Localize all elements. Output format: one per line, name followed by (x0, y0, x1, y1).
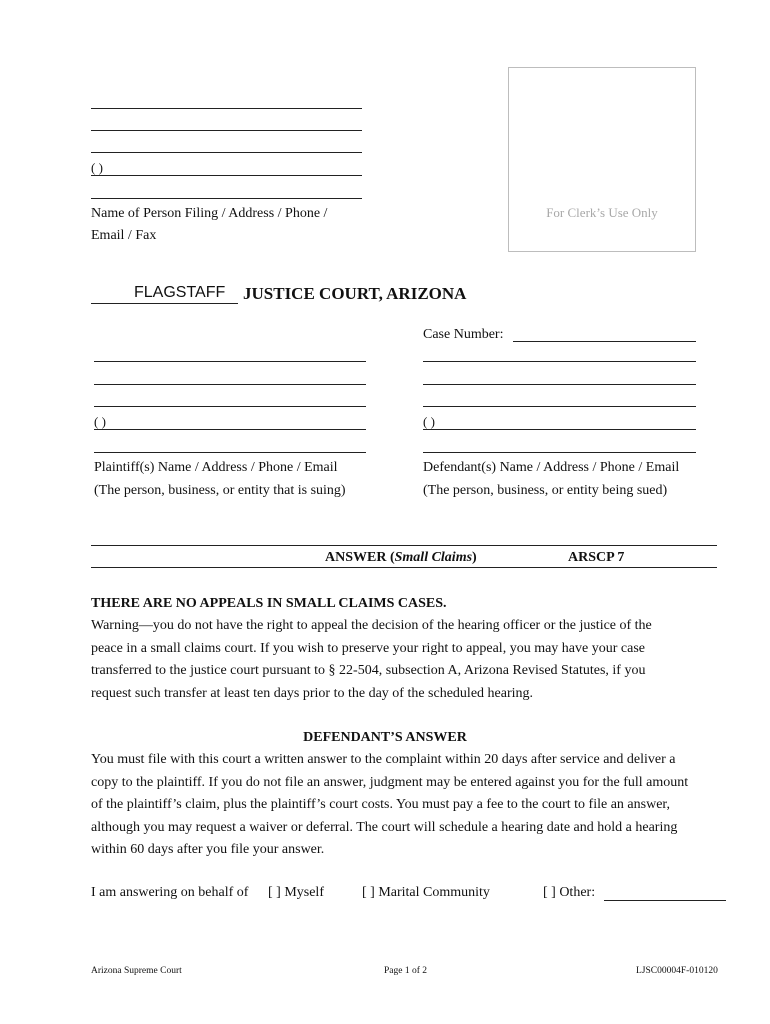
plaintiff-address-line-2[interactable] (94, 406, 366, 407)
appeals-text (91, 615, 652, 705)
form-title-answer: ANSWER ( (325, 550, 395, 565)
plaintiff-email-line[interactable] (94, 452, 366, 453)
form-title-small-claims: Small Claims (394, 550, 473, 565)
plaintiff-caption-line1: Plaintiff(s) Name / Address / Phone / Email (94, 460, 338, 475)
plaintiff-address-line-1[interactable] (94, 384, 366, 385)
defendant-answer-heading: DEFENDANT’S ANSWER (303, 730, 467, 745)
behalf-other-checkbox[interactable]: [ ] Other: (543, 885, 596, 900)
defendant-email-line[interactable] (423, 452, 696, 453)
appeals-line: Warning—you do not have the right to appeal the decision of the hearing officer or the justice of the (91, 618, 652, 633)
form-title-bottom-rule (91, 567, 717, 568)
form-title (325, 550, 477, 566)
filer-phone-line[interactable] (91, 175, 362, 176)
defendant-caption-line1: Defendant(s) Name / Address / Phone / Email (423, 460, 680, 475)
footer-left: Arizona Supreme Court (91, 966, 182, 976)
form-title-close: ) (472, 550, 477, 565)
behalf-marital-checkbox[interactable]: [ ] Marital Community (362, 885, 490, 900)
behalf-other-field[interactable] (604, 900, 726, 901)
defendant-caption-line2: (The person, business, or entity being sued) (423, 483, 668, 498)
filer-caption-line2: Email / Fax (91, 228, 157, 243)
appeals-line: transferred to the justice court pursuant to § 22-504, subsection A, Arizona Revised Statutes, if you (91, 663, 646, 679)
plaintiff-phone-line[interactable] (94, 429, 366, 430)
defendant-name-line[interactable] (423, 361, 696, 362)
defendant-phone-parens: ( ) (423, 414, 435, 429)
form-title-top-rule (91, 545, 717, 546)
case-number-field[interactable] (513, 341, 696, 342)
answer-line: although you may request a waiver or deferral. The court will schedule a hearing date and hold a hearing (91, 819, 678, 835)
plaintiff-phone-parens: ( ) (94, 414, 106, 429)
filer-address-line-1[interactable] (91, 130, 362, 131)
defendant-address-line-1[interactable] (423, 384, 696, 385)
footer-page-number: Page 1 of 2 (384, 966, 428, 976)
filer-email-line[interactable] (91, 198, 362, 199)
defendant-address-line-2[interactable] (423, 406, 696, 407)
filer-address-line-2[interactable] (91, 152, 362, 153)
appeals-line: request such transfer at least ten days prior to the day of the scheduled hearing. (91, 685, 534, 701)
footer-form-code: LJSC00004F-010120 (636, 966, 718, 976)
filer-caption-line1: Name of Person Filing / Address / Phone / (91, 206, 328, 221)
clerk-use-box (508, 67, 696, 252)
clerk-use-label: For Clerk’s Use Only (546, 205, 658, 220)
case-number-label: Case Number: (423, 327, 504, 342)
appeals-line: peace in a small claims court. If you wish to preserve your right to appeal, you may have your case (91, 640, 645, 656)
appeals-heading: THERE ARE NO APPEALS IN SMALL CLAIMS CASES. (91, 596, 447, 611)
defendant-answer-text (91, 749, 688, 862)
behalf-label: I am answering on behalf of (91, 885, 249, 900)
behalf-myself-checkbox[interactable]: [ ] Myself (268, 885, 324, 900)
defendant-phone-line[interactable] (423, 429, 696, 430)
form-rule-ref: ARSCP 7 (568, 550, 625, 565)
answer-line: You must file with this court a written answer to the complaint within 20 days after service and deliver a (91, 752, 676, 767)
court-city: FLAGSTAFF (134, 284, 226, 301)
court-title: JUSTICE COURT, ARIZONA (243, 284, 467, 303)
answer-line: copy to the plaintiff. If you do not file an answer, judgment may be entered against you for the full amount (91, 774, 689, 790)
court-city-line[interactable] (91, 303, 238, 304)
answer-line: of the plaintiff’s claim, plus the plaintiff’s court costs. You must pay a fee to the court to file an answer, (91, 797, 671, 813)
answer-line: within 60 days after you file your answer. (91, 842, 325, 858)
filer-name-line[interactable] (91, 108, 362, 109)
plaintiff-name-line[interactable] (94, 361, 366, 362)
plaintiff-caption-line2: (The person, business, or entity that is suing) (94, 483, 346, 498)
filer-phone-parens: ( ) (91, 160, 103, 175)
